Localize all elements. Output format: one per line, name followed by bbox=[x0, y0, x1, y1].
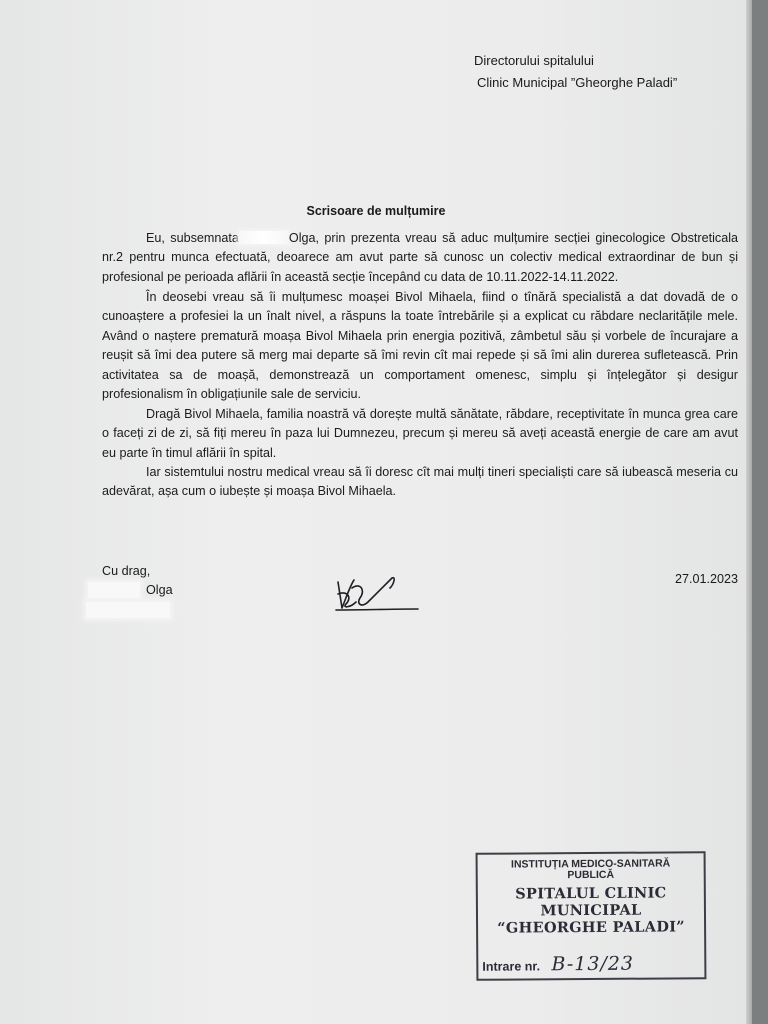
paragraph-2-text: În deosebi vreau să îi mulțumesc moașei Bivol Mihaela, fiind o tînără specialistă a dat dovadă de o cunoaștere a profesiei la un înalt nivel, a răspuns la toate întrebările și a explicat cu răbdare neclaritățile mele. Având o naștere prematură moașa Bivol Mihaela prin energia pozitivă, zâmbetul său și vorbele de încurajare a reușit să îmi dea putere să merg mai departe să îmi revin cît mai repede și să îmi alin durerea sufletească. Prin activitatea sa de moașă, demonstrează un comportament omenesc, simplu și înțelegător și desigur profesionalism în obligațiunile sale de serviciu. bbox=[102, 290, 738, 402]
handwritten-signature bbox=[332, 568, 424, 614]
recipient-line-1: Directorului spitalului bbox=[474, 53, 594, 68]
stamp-institution-line: INSTITUȚIA MEDICO-SANITARĂ bbox=[510, 857, 671, 871]
redacted-surname bbox=[239, 231, 289, 244]
redacted-sender-line bbox=[86, 602, 170, 618]
stamp-name-line: “GHEORGHE PALADI” bbox=[497, 918, 685, 937]
stamp-public-line: PUBLICĂ bbox=[567, 868, 615, 882]
letter-date: 27.01.2023 bbox=[675, 572, 739, 586]
paragraph-2 bbox=[102, 288, 738, 404]
recipient-line-2: Clinic Municipal ”Gheorghe Paladi” bbox=[477, 75, 678, 90]
paragraph-1-start: Eu, subsemnata bbox=[146, 231, 239, 245]
paragraph-3-text: Dragă Bivol Mihaela, familia noastră vă dorește multă sănătate, răbdare, receptivitate în munca grea care o faceți zi de zi, să fiți mereu în paza lui Dumnezeu, precum și mereu să aveți această energie de care am avut eu parte în timul aflării în spital. bbox=[102, 407, 738, 460]
paragraph-1 bbox=[102, 229, 738, 287]
stamp-entry-number: B-13/23 bbox=[551, 952, 635, 976]
stamp-entry bbox=[482, 953, 634, 976]
redacted-sender-surname bbox=[88, 582, 140, 598]
stamp-hospital-line: SPITALUL CLINIC bbox=[515, 884, 667, 903]
letter-title: Scrisoare de mulțumire bbox=[306, 204, 446, 218]
page-edge-shadow bbox=[746, 0, 752, 1024]
paragraph-3 bbox=[102, 405, 738, 463]
paragraph-4 bbox=[102, 463, 738, 502]
sender-name: Olga bbox=[146, 583, 173, 597]
stamp-municipal-line: MUNICIPAL bbox=[540, 901, 642, 920]
paragraph-4-text: Iar sistemtului nostru medical vreau să îi doresc cît mai mulți tineri specialiști care să iubească meseria cu adevărat, așa cum o iubește și moașa Bivol Mihaela. bbox=[102, 465, 738, 499]
stamp-entry-label: Intrare nr. bbox=[482, 959, 541, 974]
paragraph-1-rest: Olga, prin prezenta vreau să aduc mulțumire secției ginecologice Obstreticala nr.2 pentru munca efectuată, deoarece am avut parte să cunosc un colectiv medical extraordinar de bun și profesional pe perioada aflării în această secție începând cu data de 10.11.2022-14.11.2022. bbox=[102, 231, 738, 284]
closing-salutation: Cu drag, bbox=[102, 564, 151, 578]
registration-stamp bbox=[476, 851, 707, 981]
